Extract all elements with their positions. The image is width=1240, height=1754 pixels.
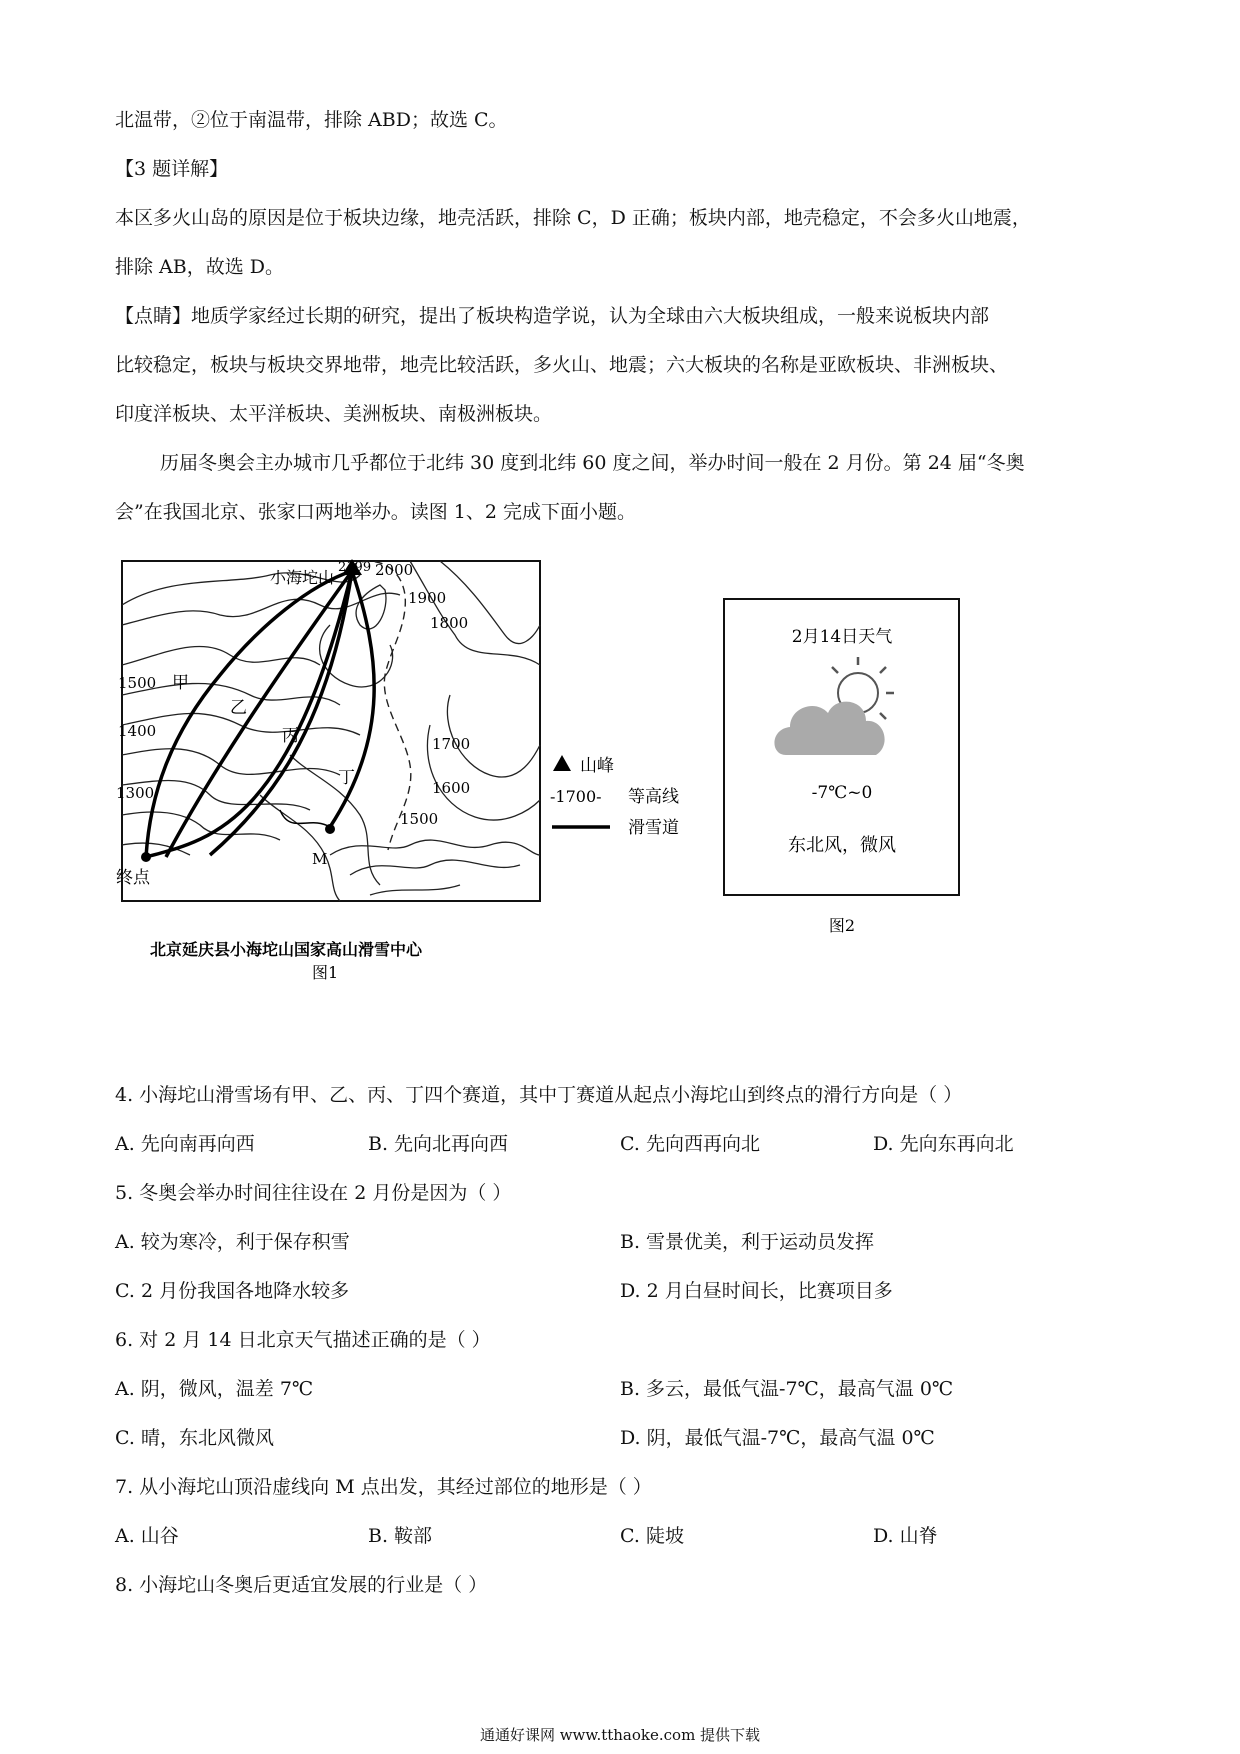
- run-label-bing: 丙: [282, 726, 299, 746]
- intro-paragraph: 历届冬奥会主办城市几乎都位于北纬 30 度到北纬 60 度之间，举办时间一般在 2 月份。第 24 届“冬奥: [160, 452, 1025, 474]
- paragraph-line: 本区多火山岛的原因是位于板块边缘，地壳活跃，排除 C，D 正确；板块内部，地壳稳定，不会多火山地震，: [115, 207, 1031, 229]
- run-label-jia: 甲: [172, 673, 189, 693]
- legend-peak-icon: [553, 755, 571, 771]
- contour-label: 1500: [118, 674, 157, 692]
- temperature-range: -7℃~0: [811, 783, 873, 803]
- contour-label: 2000: [375, 561, 414, 579]
- question-8-stem: 8. 小海坨山冬奥后更适宜发展的行业是（ ）: [115, 1574, 488, 1596]
- question-6-option-b: B. 多云，最低气温-7℃，最高气温 0℃: [620, 1378, 954, 1400]
- question-7-option-a: A. 山谷: [115, 1525, 179, 1547]
- question-4-option-b: B. 先向北再向西: [368, 1133, 509, 1155]
- question-7-option-c: C. 陡坡: [620, 1525, 684, 1547]
- question-5-option-b: B. 雪景优美，利于运动员发挥: [620, 1231, 875, 1253]
- figure2-number: 图2: [828, 916, 856, 935]
- dashed-route: [350, 561, 414, 850]
- partly-cloudy-icon: [774, 657, 894, 755]
- question-5-option-c: C. 2 月份我国各地降水较多: [115, 1280, 350, 1302]
- page-footer: 通通好课网 www.tthaoke.com 提供下载: [479, 1726, 761, 1744]
- section-heading: 【3 题详解】: [115, 158, 229, 180]
- question-7-option-d: D. 山脊: [873, 1525, 938, 1547]
- question-6-stem: 6. 对 2 月 14 日北京天气描述正确的是（ ）: [115, 1329, 491, 1351]
- paragraph-line: 排除 AB，故选 D。: [115, 256, 284, 278]
- question-5-stem: 5. 冬奥会举办时间往往设在 2 月份是因为（ ）: [115, 1182, 512, 1204]
- contour-label: 1600: [432, 779, 471, 797]
- question-7-option-b: B. 鞍部: [368, 1525, 433, 1547]
- legend-peak-label: 山峰: [580, 756, 614, 776]
- question-4-option-a: A. 先向南再向西: [115, 1133, 255, 1155]
- question-5-option-d: D. 2 月白昼时间长，比赛项目多: [620, 1280, 893, 1302]
- figure1-caption: 北京延庆县小海坨山国家高山滑雪中心: [150, 940, 423, 959]
- end-label: 终点: [116, 868, 150, 888]
- contour-label: 1400: [118, 722, 157, 740]
- legend-contour-sample: -1700-: [550, 787, 602, 806]
- map-frame: [122, 561, 540, 901]
- peak-label: 小海坨山: [270, 568, 335, 587]
- question-6-option-c: C. 晴，东北风微风: [115, 1427, 274, 1449]
- contour-label: 1900: [408, 589, 447, 607]
- paragraph-line: 印度洋板块、太平洋板块、美洲板块、南极洲板块。: [115, 403, 553, 425]
- contour-label: 1300: [116, 784, 155, 802]
- wind-description: 东北风，微风: [788, 835, 896, 856]
- question-4-option-c: C. 先向西再向北: [620, 1133, 760, 1155]
- question-4-stem: 4. 小海坨山滑雪场有甲、乙、丙、丁四个赛道，其中丁赛道从起点小海坨山到终点的滑行方向是（ ）: [115, 1084, 963, 1106]
- weather-title: 2月14日天气: [791, 627, 893, 647]
- paragraph-line: 比较稳定，板块与板块交界地带，地壳比较活跃，多火山、地震；六大板块的名称是亚欧板块、非洲板块、: [115, 354, 1009, 376]
- paragraph-line: 北温带，②位于南温带，排除 ABD；故选 C。: [115, 109, 508, 131]
- legend-contour-label: 等高线: [628, 787, 679, 807]
- figure1-number: 图1: [312, 963, 339, 980]
- run-label-yi: 乙: [230, 698, 247, 718]
- contour-label: 1500: [400, 810, 439, 828]
- peak-elevation: 2199: [338, 560, 372, 575]
- m-label: M: [312, 850, 328, 868]
- question-4-option-d: D. 先向东再向北: [873, 1133, 1014, 1155]
- paragraph-line: 【点睛】地质学家经过长期的研究，提出了板块构造学说，认为全球由六大板块组成，一般来说板块内部: [115, 305, 990, 327]
- question-5-option-a: A. 较为寒冷，利于保存积雪: [115, 1231, 350, 1253]
- legend-ski-label: 滑雪道: [628, 818, 679, 838]
- run-label-ding: 丁: [338, 768, 355, 788]
- intro-paragraph: 会”在我国北京、张家口两地举办。读图 1、2 完成下面小题。: [115, 501, 636, 523]
- contour-label: 1700: [432, 735, 471, 753]
- run-ding-tail: [280, 810, 330, 827]
- question-6-option-d: D. 阴，最低气温-7℃，最高气温 0℃: [620, 1427, 935, 1449]
- contour-label: 1800: [430, 614, 469, 632]
- question-7-stem: 7. 从小海坨山顶沿虚线向 M 点出发，其经过部位的地形是（ ）: [115, 1476, 652, 1498]
- end-point-marker: [141, 852, 151, 862]
- question-6-option-a: A. 阴，微风，温差 7℃: [115, 1378, 314, 1400]
- m-point-marker: [325, 824, 335, 834]
- contour-lines: [122, 561, 540, 901]
- figure2-weather: [720, 595, 990, 935]
- figure1-contour-map: [110, 555, 710, 980]
